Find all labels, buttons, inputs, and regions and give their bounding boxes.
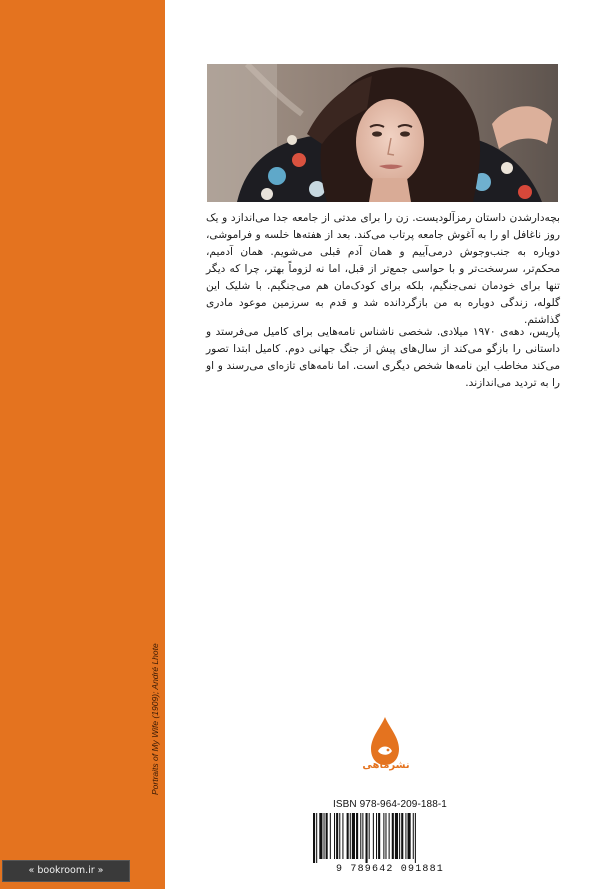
blurb-paragraph-1: بچه‌دارشدن داستان رمزآلودیست. زن را برای مدتی از جامعه جدا می‌اندازد و یک روز ناغافل او را به آغوش جامعه پرتاب می‌کند. بعد از هفته‌ها خلسه و فراموشی، دوباره به جنب‌وجوش درمی‌آییم و همان آدم قبلی می‌شویم. همان آدمیم، محکم‌تر، سرسخت‌تر و با حواسی جمع‌تر از قبل، اما نه لزوماً بهتر، چرا که دیگر تنها برای خودمان نمی‌جنگیم، بلکه برای کودک‌مان هم می‌جنگیم. با شلیک این گلوله، زندگی دوباره به من بازگردانده شد و قدم به سرزمین موعود مادری گذاشتم. bbox=[206, 212, 560, 326]
barcode-bar bbox=[376, 813, 377, 859]
blurb-paragraph-2: پاریس، دهه‌ی ۱۹۷۰ میلادی. شخصی ناشناس نامه‌هایی برای کامیل می‌فرستد و داستانی را بازگو می‌کند از سال‌های پیش از جنگ جهانی دوم. کامیل ابتدا تصور می‌کند مخاطب این نامه‌ها شخص دیگری است. اما نامه‌های تازه‌ای می‌رسند و او را به تردید می‌اندازند. bbox=[206, 326, 560, 389]
barcode-bar bbox=[347, 813, 349, 859]
orange-spine bbox=[0, 0, 165, 889]
barcode-bar bbox=[378, 813, 380, 859]
publisher-name: نشرماهی bbox=[362, 760, 410, 771]
barcode-bar bbox=[385, 813, 386, 859]
barcode-bar bbox=[336, 813, 338, 859]
barcode-bar bbox=[352, 813, 355, 859]
barcode-bar bbox=[383, 813, 384, 859]
barcode-bar bbox=[399, 813, 400, 859]
barcode-bar bbox=[339, 813, 340, 859]
barcode-bar bbox=[334, 813, 335, 859]
barcode-bar bbox=[326, 813, 328, 859]
barcode-bar bbox=[389, 813, 390, 859]
barcode-bar bbox=[316, 813, 317, 863]
barcode-bar bbox=[319, 813, 322, 859]
barcode-bar bbox=[413, 813, 414, 859]
barcode-bar bbox=[356, 813, 358, 859]
barcode-bar bbox=[324, 813, 325, 859]
isbn-barcode bbox=[311, 813, 469, 863]
barcode-bar bbox=[405, 813, 406, 859]
author-photo bbox=[207, 64, 558, 202]
barcode-bar bbox=[360, 813, 361, 859]
barcode-bar bbox=[373, 813, 374, 859]
portrait-photo-icon bbox=[207, 64, 558, 202]
barcode-bar bbox=[401, 813, 403, 859]
barcode-digits: 9 789642 091881 bbox=[335, 864, 444, 875]
barcode-bar bbox=[330, 813, 331, 859]
barcode-bar bbox=[350, 813, 351, 859]
site-watermark: « bookroom.ir » bbox=[2, 860, 130, 882]
barcode-bar bbox=[415, 813, 416, 863]
barcode-bar bbox=[362, 813, 363, 859]
isbn-label: ISBN 978-964-209-188-1 bbox=[333, 799, 447, 810]
barcode-bar bbox=[369, 813, 370, 859]
barcode-bar bbox=[366, 813, 368, 863]
cover-art-credit: Portraits of My Wife (1909); André Lhote bbox=[150, 643, 160, 795]
barcode-bar bbox=[313, 813, 315, 863]
barcode-bar bbox=[395, 813, 398, 859]
barcode-bar bbox=[392, 813, 394, 859]
barcode-bar bbox=[342, 813, 343, 859]
barcode-bar bbox=[408, 813, 411, 859]
